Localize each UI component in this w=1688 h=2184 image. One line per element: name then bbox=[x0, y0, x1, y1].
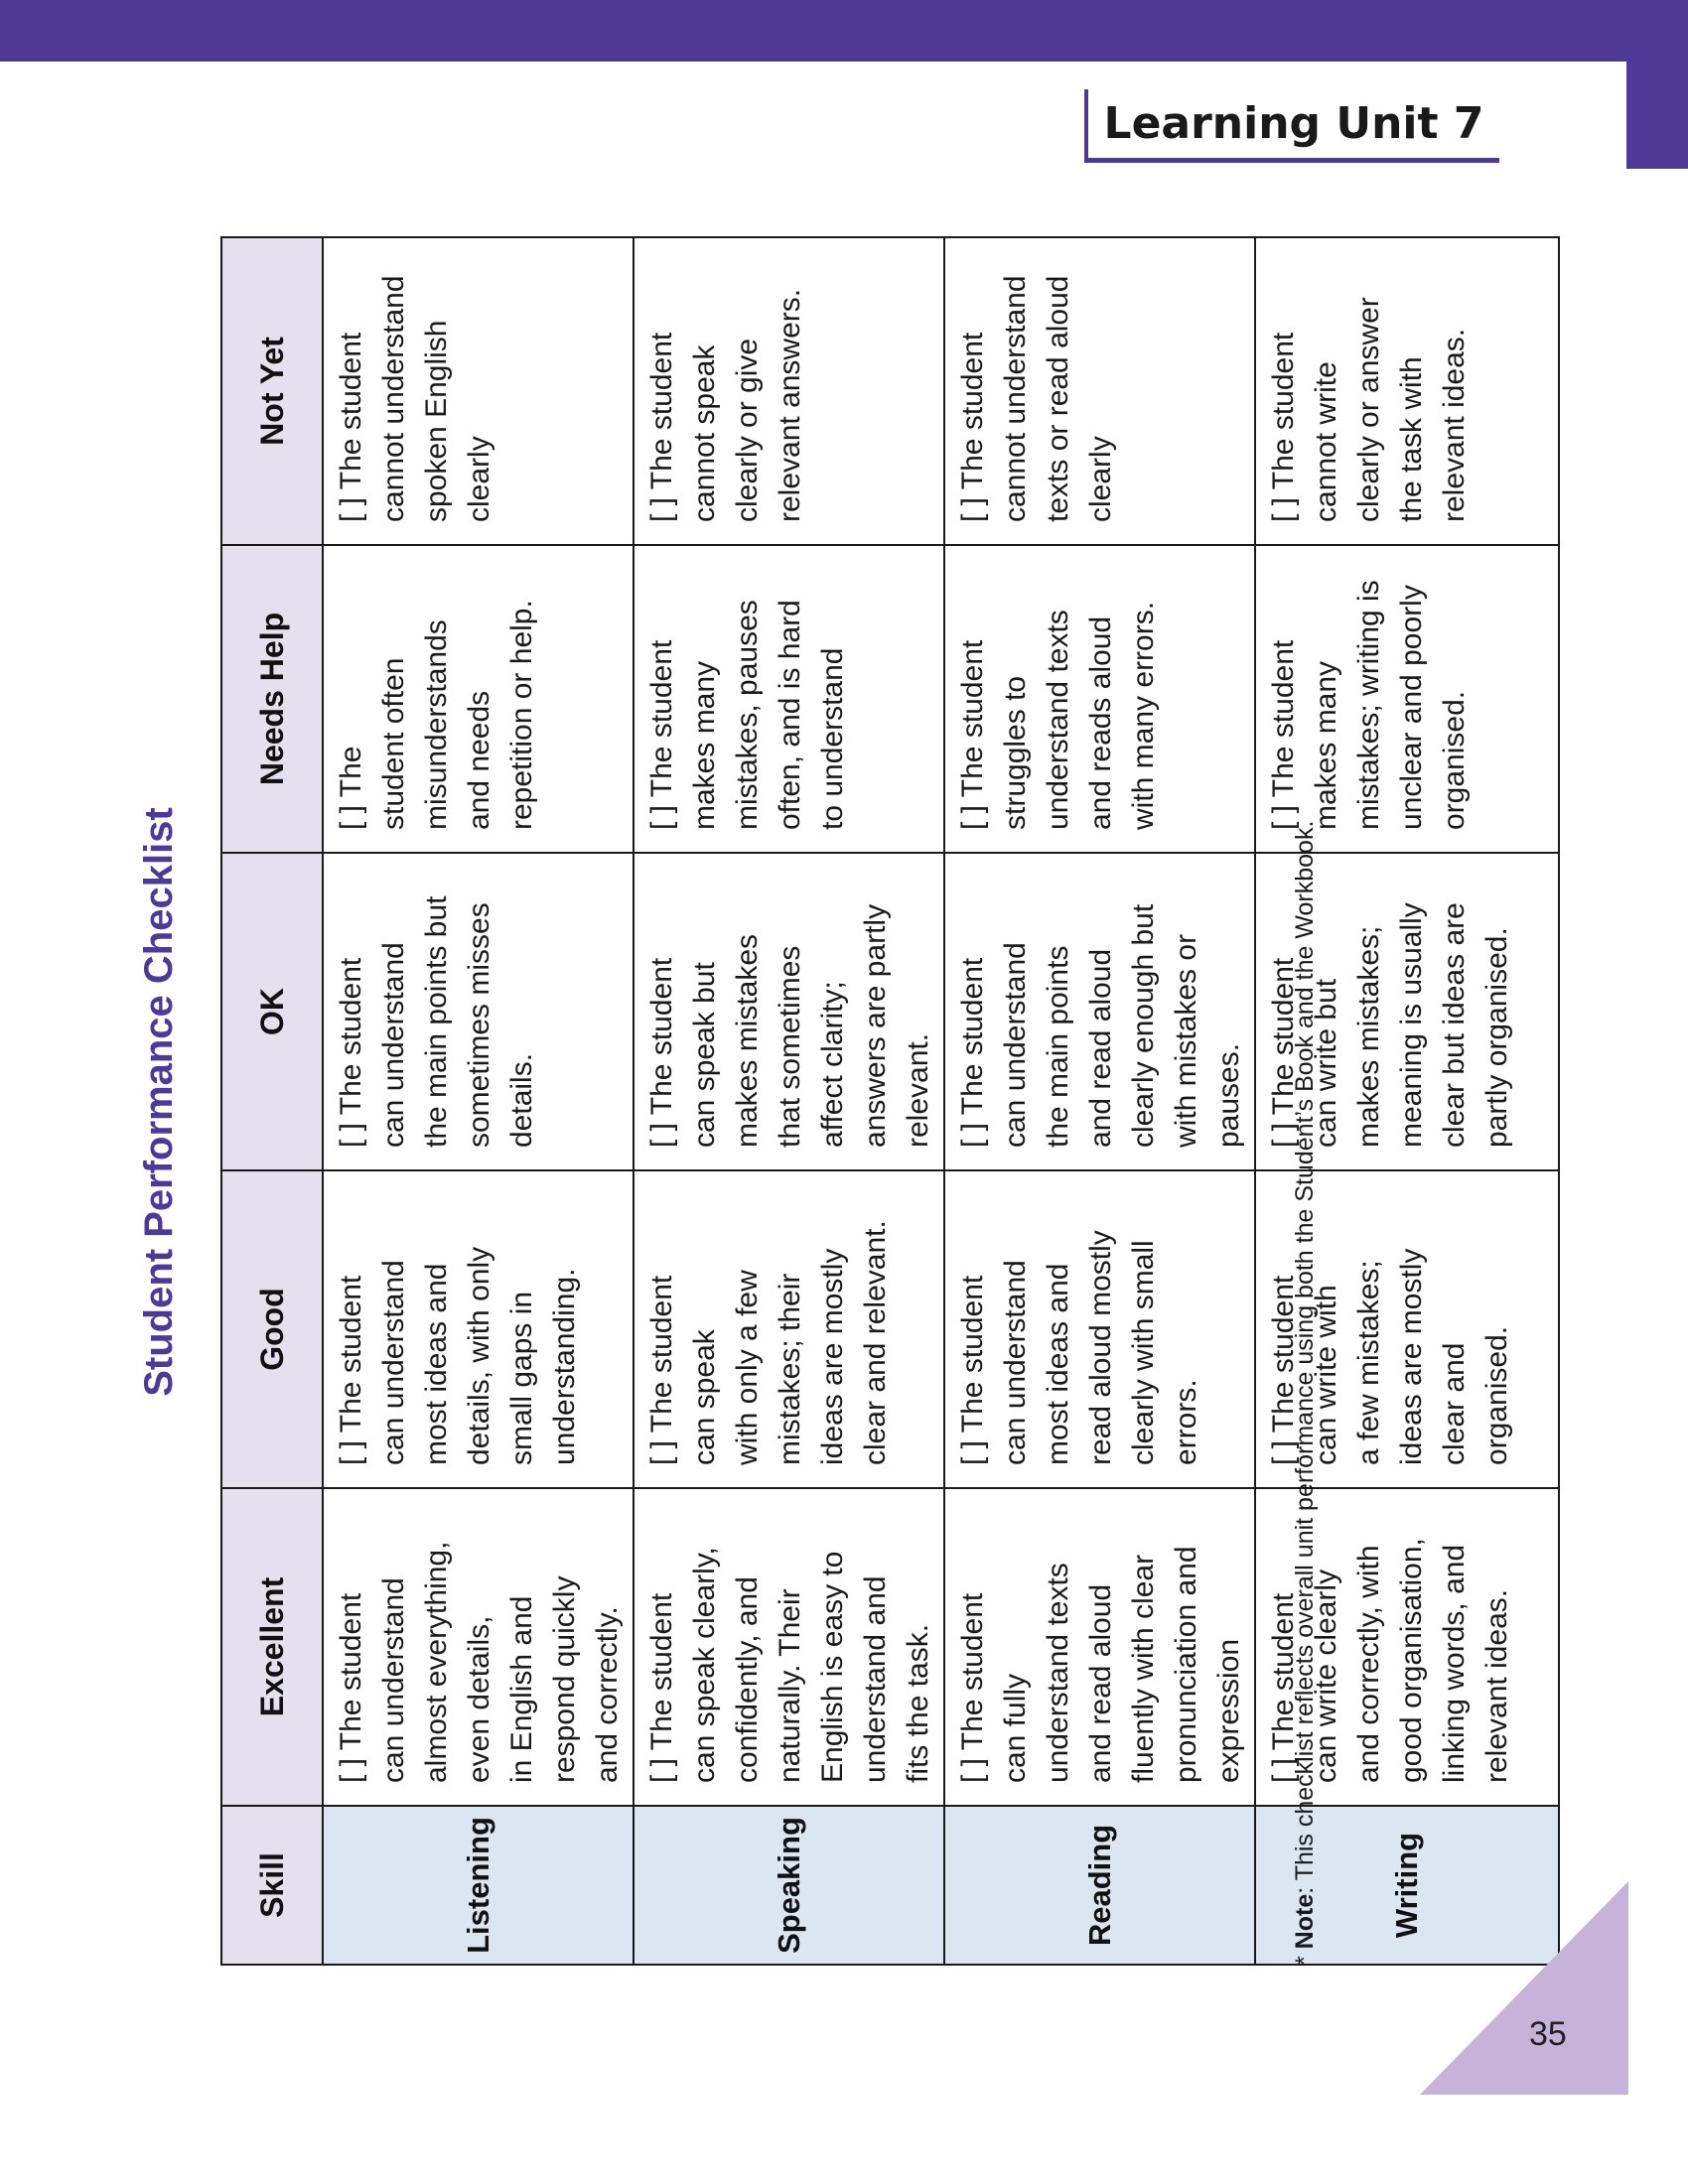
skill-listening: Listening bbox=[323, 1806, 633, 1965]
criteria-cell[interactable]: [ ] The student can understand the main points but sometimes misses details. bbox=[323, 853, 633, 1170]
unit-label: Learning Unit 7 bbox=[1103, 98, 1484, 149]
column-header-ok: OK bbox=[221, 853, 323, 1170]
table-row bbox=[633, 237, 944, 1965]
corner-triangle bbox=[1420, 1881, 1628, 2095]
criteria-cell[interactable]: [ ] The student can understand most ideas and read aloud mostly clearly with small errors. bbox=[944, 1170, 1255, 1488]
criteria-cell[interactable]: [ ] The student makes many mistakes, pauses often, and is hard to understand bbox=[633, 545, 944, 853]
criteria-cell[interactable]: [ ] The student can understand most ideas and details, with only small gaps in understanding. bbox=[323, 1170, 633, 1488]
top-banner bbox=[0, 0, 1688, 62]
side-banner bbox=[1626, 0, 1688, 169]
criteria-cell[interactable]: [ ] The student cannot write clearly or answer the task with relevant ideas. bbox=[1255, 237, 1559, 545]
column-header-good: Good bbox=[221, 1170, 323, 1488]
skill-writing: Writing bbox=[1255, 1806, 1559, 1965]
criteria-cell[interactable]: [ ] The student can write with a few mistakes; ideas are mostly clear and organised. bbox=[1255, 1170, 1559, 1488]
footnote bbox=[1291, 238, 1320, 1966]
column-header-needs-help: Needs Help bbox=[221, 545, 323, 853]
note-label: Note bbox=[1291, 1893, 1319, 1950]
page-title: Student Performance Checklist bbox=[137, 807, 181, 1397]
criteria-cell[interactable]: [ ] The student makes many mistakes; writing is unclear and poorly organised. bbox=[1255, 545, 1559, 853]
criteria-cell[interactable]: [ ] The student cannot speak clearly or give relevant answers. bbox=[633, 237, 944, 545]
criteria-cell[interactable]: [ ] The student can write but makes mistakes; meaning is usually clear but ideas are partly organised. bbox=[1255, 853, 1559, 1170]
column-header-not-yet: Not Yet bbox=[221, 237, 323, 545]
criteria-cell[interactable]: [ ] The student cannot understand texts or read aloud clearly bbox=[944, 237, 1255, 545]
criteria-cell[interactable]: [ ] The student can fully understand texts and read aloud fluently with clear pronunciation and expression bbox=[944, 1488, 1255, 1806]
note-text: : This checklist reflects overall unit performance using both the Student’s Book and the Workbook. bbox=[1291, 820, 1319, 1894]
table-row bbox=[323, 237, 633, 1965]
criteria-cell[interactable]: [ ] The student can speak clearly, confidently, and naturally. Their English is easy to understand and fits the task. bbox=[633, 1488, 944, 1806]
performance-checklist-table bbox=[220, 236, 1560, 1966]
criteria-cell[interactable]: [ ] The student can understand almost everything, even details, in English and respond quickly and correctly. bbox=[323, 1488, 633, 1806]
page-number: 35 bbox=[1529, 2015, 1567, 2053]
criteria-cell[interactable]: [ ] The student can speak but makes mistakes that sometimes affect clarity; answers are partly relevant. bbox=[633, 853, 944, 1170]
skill-speaking: Speaking bbox=[633, 1806, 944, 1965]
criteria-cell[interactable]: [ ] The student often misunderstands and needs repetition or help. bbox=[323, 545, 633, 853]
header-row bbox=[221, 237, 323, 1965]
unit-label-box bbox=[1084, 89, 1499, 163]
criteria-cell[interactable]: [ ] The student struggles to understand texts and reads aloud with many errors. bbox=[944, 545, 1255, 853]
criteria-cell[interactable]: [ ] The student can speak with only a few mistakes; their ideas are mostly clear and relevant. bbox=[633, 1170, 944, 1488]
column-header-skill: Skill bbox=[221, 1806, 323, 1965]
criteria-cell[interactable]: [ ] The student cannot understand spoken English clearly bbox=[323, 237, 633, 545]
rotated-content bbox=[109, 238, 1513, 1966]
table-row bbox=[944, 237, 1255, 1965]
criteria-cell[interactable]: [ ] The student can understand the main points and read aloud clearly enough but with mistakes or pauses. bbox=[944, 853, 1255, 1170]
skill-reading: Reading bbox=[944, 1806, 1255, 1965]
column-header-excellent: Excellent bbox=[221, 1488, 323, 1806]
criteria-cell[interactable]: [ ] The student can write clearly and correctly, with good organisation, linking words, and relevant ideas. bbox=[1255, 1488, 1559, 1806]
note-prefix: * bbox=[1291, 1949, 1319, 1966]
